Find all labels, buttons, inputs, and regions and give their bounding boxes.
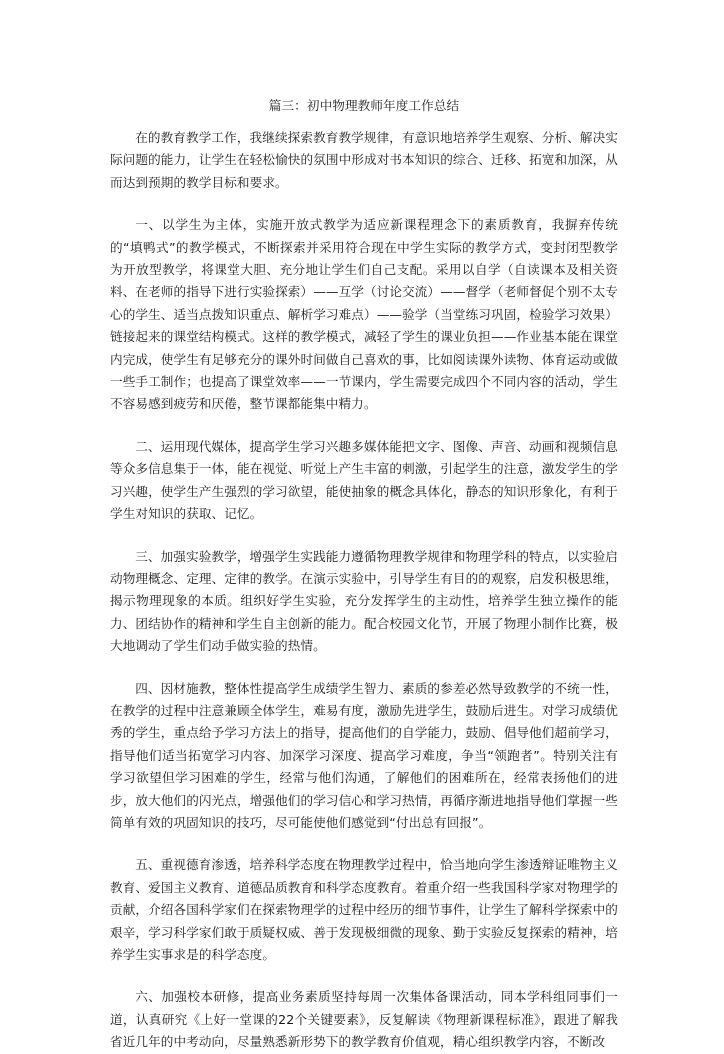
paragraph-section-5: 五、重视德育渗透，培养科学态度在物理教学过程中，恰当地向学生渗透辩证唯物主义教育、爱国主义教育、道德品质教育和科学态度教育。着重介绍一些我国科学家对物理学的贡献，介绍各国科学家们在探索物理学的过程中经历的细节事件，让学生了解科学探索中的艰辛，学习科学家们敢于质疑权威、善于发现极细微的现象、勤于实验反复探索的精神，培养学生实事求是的科学态度。 <box>110 857 618 962</box>
document-title: 篇三：初中物理教师年度工作总结 <box>268 98 460 113</box>
paragraph-section-3: 三、加强实验教学，增强学生实践能力遵循物理教学规律和物理学科的特点，以实验启动物理概念、定理、定律的教学。在演示实验中，引导学生有目的的观察，启发积极思维，揭示物理现象的本质。组织好学生实验，充分发挥学生的主动性，培养学生独立操作的能力、团结协作的精神和学生自主创新的能力。配合校园文化节，开展了物理小制作比赛，极大地调动了学生们动手做实验的热情。 <box>110 548 618 654</box>
paragraph-section-2: 二、运用现代媒体，提高学生学习兴趣多媒体能把文字、图像、声音、动画和视频信息等众多信息集于一体，能在视觉、听觉上产生丰富的刺激，引起学生的注意，激发学生的学习兴趣，使学生产生强烈的学习欲望，能使抽象的概念具体化，静态的知识形象化，有利于学生对知识的获取、记忆。 <box>110 438 618 522</box>
paragraph-section-4: 四、因材施教，整体性提高学生成绩学生智力、素质的参差必然导致教学的不统一性，在教学的过程中注意兼顾全体学生，难易有度，激励先进学生，鼓励后进生。对学习成绩优秀的学生，重点给予学习方法上的指导，提高他们的自学能力，鼓励、倡导他们超前学习，指导他们适当拓宽学习内容、加深学习深度、提高学习难度，争当“领跑者”。特别关注有学习欲望但学习困难的学生，经常与他们沟通，了解他们的困难所在，经常表扬他们的进步，放大他们的闪光点，增强他们的学习信心和学习热情，再循序渐进地指导他们掌握一些简单有效的巩固知识的技巧，尽可能使他们感觉到“付出总有回报”。 <box>110 680 618 830</box>
paragraph-section-1: 一、以学生为主体，实施开放式教学为适应新课程理念下的素质教育，我摒弃传统的“填鸭式”的教学模式，不断探索并采用符合现在中学生实际的教学方式，变封闭型教学为开放型教学，将课堂大胆、充分地让学生们自己支配。采用以自学（自读课本及相关资料、在老师的指导下进行实验探索）——互学（讨论交流）——督学（老师督促个别不太专心的学生、适当点拨知识重点、解析学习难点）——验学（当堂练习巩固，检验学习效果）链接起来的课堂结构模式。这样的教学模式，减轻了学生的课业负担——作业基本能在课堂内完成，使学生有足够充分的课外时间做自己喜欢的事，比如阅读课外读物、体育运动或做一些手工制作；也提高了课堂效率——一节课内，学生需要完成四个不同内容的活动，学生不容易感到疲劳和厌倦，整节课都能集中精力。 <box>110 217 618 412</box>
document-body <box>110 95 618 1054</box>
paragraph-intro: 在的教育教学工作，我继续探索教育教学规律，有意识地培养学生观察、分析、解决实际问题的能力，让学生在轻松愉快的氛围中形成对书本知识的综合、迁移、拓宽和加深，从而达到预期的教学目标和要求。 <box>110 130 618 190</box>
paragraph-section-6: 六、加强校本研修，提高业务素质坚持每周一次集体备课活动，同本学科组同事们一道，认真研究《上好一堂课的22个关键要素》，反复解读《物理新课程标准》，跟进了解我省近几年的中考动向，尽量熟悉新形势下的教学教育价值观，精心组织教学内容，不断改 <box>110 989 618 1050</box>
